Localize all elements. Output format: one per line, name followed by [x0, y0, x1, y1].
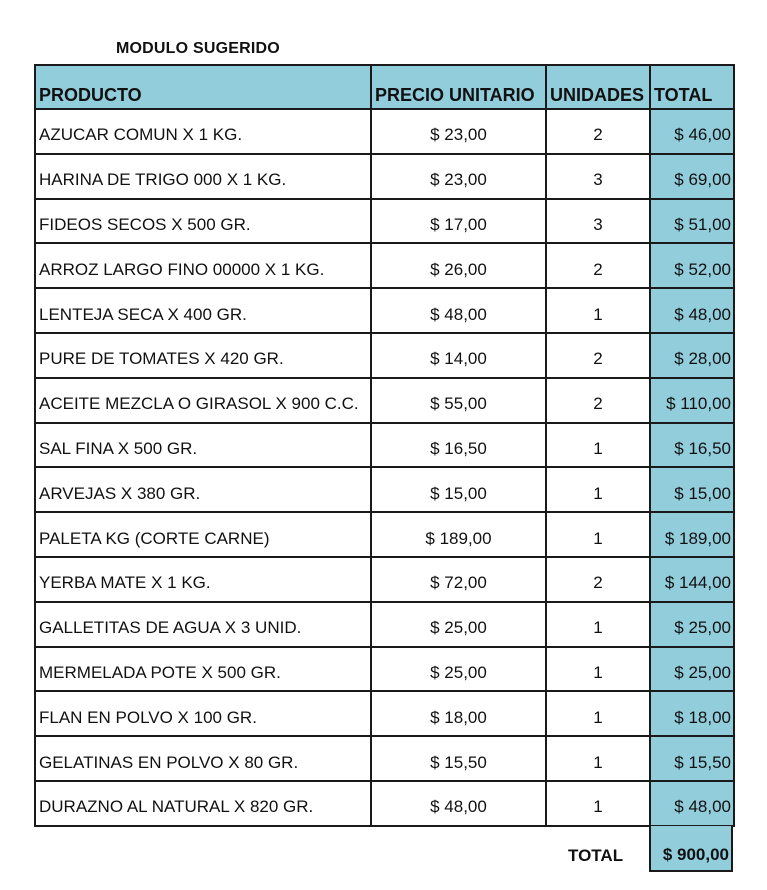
unit-price-cell: $ 48,00 — [371, 288, 546, 333]
units-cell: 2 — [546, 557, 650, 602]
table-row — [35, 557, 734, 602]
products-table — [34, 64, 735, 827]
row-total-cell: $ 69,00 — [650, 154, 734, 199]
unit-price-cell: $ 17,00 — [371, 199, 546, 244]
column-header-total: TOTAL — [650, 65, 734, 109]
unit-price-cell: $ 189,00 — [371, 512, 546, 557]
table-row — [35, 109, 734, 154]
product-cell: MERMELADA POTE X 500 GR. — [35, 647, 371, 692]
column-header-units: UNIDADES — [546, 65, 650, 109]
row-total-cell: $ 15,50 — [650, 736, 734, 781]
units-cell: 1 — [546, 467, 650, 512]
product-cell: SAL FINA X 500 GR. — [35, 423, 371, 468]
product-cell: HARINA DE TRIGO 000 X 1 KG. — [35, 154, 371, 199]
row-total-cell: $ 51,00 — [650, 199, 734, 244]
table-row — [35, 736, 734, 781]
table-row — [35, 512, 734, 557]
grand-total-label: TOTAL — [568, 846, 624, 865]
unit-price-cell: $ 16,50 — [371, 423, 546, 468]
unit-price-cell: $ 23,00 — [371, 154, 546, 199]
product-cell: YERBA MATE X 1 KG. — [35, 557, 371, 602]
table-row — [35, 647, 734, 692]
unit-price-cell: $ 48,00 — [371, 781, 546, 826]
table-row — [35, 199, 734, 244]
units-cell: 2 — [546, 378, 650, 423]
unit-price-cell: $ 23,00 — [371, 109, 546, 154]
table-row — [35, 423, 734, 468]
product-cell: DURAZNO AL NATURAL X 820 GR. — [35, 781, 371, 826]
units-cell: 3 — [546, 154, 650, 199]
product-cell: AZUCAR COMUN X 1 KG. — [35, 109, 371, 154]
row-total-cell: $ 52,00 — [650, 243, 734, 288]
table-row — [35, 243, 734, 288]
row-total-cell: $ 18,00 — [650, 691, 734, 736]
unit-price-cell: $ 15,50 — [371, 736, 546, 781]
row-total-cell: $ 110,00 — [650, 378, 734, 423]
units-cell: 1 — [546, 781, 650, 826]
unit-price-cell: $ 72,00 — [371, 557, 546, 602]
row-total-cell: $ 16,50 — [650, 423, 734, 468]
unit-price-cell: $ 18,00 — [371, 691, 546, 736]
product-cell: LENTEJA SECA X 400 GR. — [35, 288, 371, 333]
sheet-title: MODULO SUGERIDO — [116, 40, 280, 57]
table-row — [35, 333, 734, 378]
product-cell: ARVEJAS X 380 GR. — [35, 467, 371, 512]
column-header-price: PRECIO UNITARIO — [371, 65, 546, 109]
table-row — [35, 378, 734, 423]
units-cell: 1 — [546, 423, 650, 468]
unit-price-cell: $ 14,00 — [371, 333, 546, 378]
product-cell: GELATINAS EN POLVO X 80 GR. — [35, 736, 371, 781]
table-row — [35, 467, 734, 512]
table-row — [35, 288, 734, 333]
row-total-cell: $ 28,00 — [650, 333, 734, 378]
units-cell: 2 — [546, 243, 650, 288]
units-cell: 1 — [546, 602, 650, 647]
table-row — [35, 154, 734, 199]
product-cell: FIDEOS SECOS X 500 GR. — [35, 199, 371, 244]
header-row — [35, 65, 734, 109]
row-total-cell: $ 48,00 — [650, 781, 734, 826]
table-row — [35, 691, 734, 736]
units-cell: 1 — [546, 288, 650, 333]
product-cell: ARROZ LARGO FINO 00000 X 1 KG. — [35, 243, 371, 288]
row-total-cell: $ 25,00 — [650, 602, 734, 647]
units-cell: 1 — [546, 512, 650, 557]
product-cell: ACEITE MEZCLA O GIRASOL X 900 C.C. — [35, 378, 371, 423]
units-cell: 1 — [546, 691, 650, 736]
row-total-cell: $ 25,00 — [650, 647, 734, 692]
product-cell: GALLETITAS DE AGUA X 3 UNID. — [35, 602, 371, 647]
row-total-cell: $ 46,00 — [650, 109, 734, 154]
unit-price-cell: $ 15,00 — [371, 467, 546, 512]
row-total-cell: $ 15,00 — [650, 467, 734, 512]
row-total-cell: $ 144,00 — [650, 557, 734, 602]
product-cell: PURE DE TOMATES X 420 GR. — [35, 333, 371, 378]
column-header-product: PRODUCTO — [35, 65, 371, 109]
units-cell: 3 — [546, 199, 650, 244]
product-cell: PALETA KG (CORTE CARNE) — [35, 512, 371, 557]
table-row — [35, 781, 734, 826]
unit-price-cell: $ 25,00 — [371, 602, 546, 647]
unit-price-cell: $ 55,00 — [371, 378, 546, 423]
row-total-cell: $ 189,00 — [650, 512, 734, 557]
units-cell: 1 — [546, 736, 650, 781]
grand-total-value: $ 900,00 — [649, 826, 733, 872]
unit-price-cell: $ 26,00 — [371, 243, 546, 288]
units-cell: 2 — [546, 109, 650, 154]
table-row — [35, 602, 734, 647]
unit-price-cell: $ 25,00 — [371, 647, 546, 692]
product-cell: FLAN EN POLVO X 100 GR. — [35, 691, 371, 736]
units-cell: 1 — [546, 647, 650, 692]
units-cell: 2 — [546, 333, 650, 378]
row-total-cell: $ 48,00 — [650, 288, 734, 333]
